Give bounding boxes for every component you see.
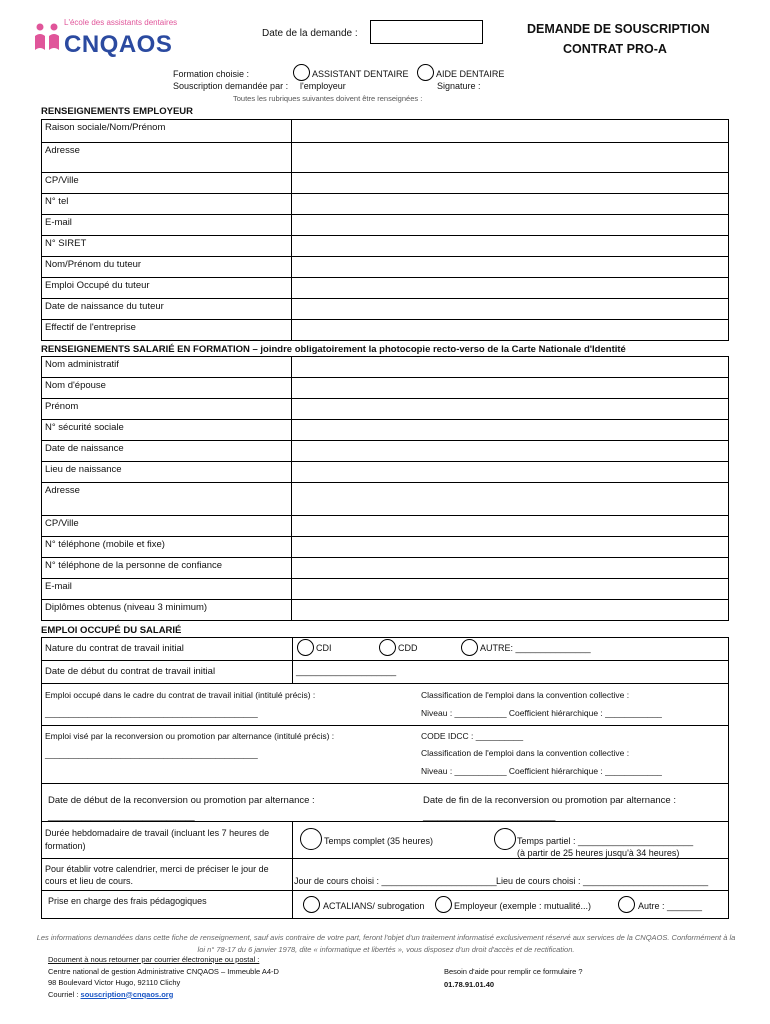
employeur-field[interactable] [292, 143, 729, 173]
autre-contrat-label: AUTRE: _______________ [480, 643, 591, 653]
salarie-row-label: N° téléphone (mobile et fixe) [42, 537, 292, 558]
salarie-row-label: N° sécurité sociale [42, 420, 292, 441]
section-salarie-title: RENSEIGNEMENTS SALARIÉ EN FORMATION – joindre obligatoirement la photocopie recto-verso de la Carte Nationale d'Identité [41, 344, 626, 355]
salarie-table [41, 356, 729, 621]
employeur-row-label: Adresse [42, 143, 292, 173]
actalians-radio[interactable] [303, 896, 320, 913]
employeur-row-label: Effectif de l'entreprise [42, 320, 292, 341]
cdd-radio[interactable] [379, 639, 396, 656]
employeur-row-label: Nom/Prénom du tuteur [42, 257, 292, 278]
temps-complet-radio[interactable] [300, 828, 322, 850]
emploi-vise-field[interactable]: _____________________________________________ [45, 749, 258, 759]
courriel-label: Courriel : [48, 989, 79, 999]
date-debut-contrat-field[interactable]: ____________________ [296, 666, 397, 676]
employeur-row-label: E-mail [42, 215, 292, 236]
salarie-field[interactable] [292, 462, 729, 483]
date-debut-reconversion-label: Date de début de la reconversion ou promotion par alternance : [48, 795, 315, 806]
employeur-row-label: Date de naissance du tuteur [42, 299, 292, 320]
salarie-field[interactable] [292, 399, 729, 420]
emploi-vise-label: Emploi visé par la reconversion ou promotion par alternance (intitulé précis) : [45, 731, 335, 741]
formation-label: Formation choisie : [173, 69, 250, 79]
salarie-row-label: Lieu de naissance [42, 462, 292, 483]
employeur-row-label: Raison sociale/Nom/Prénom [42, 120, 292, 143]
date-demande-label: Date de la demande : [262, 28, 358, 39]
calendrier-label: Pour établir votre calendrier, merci de préciser le jour de cours et lieu de cours. [45, 864, 269, 886]
logo-figures-icon [32, 22, 64, 58]
cdi-label: CDI [316, 643, 332, 653]
emploi-occupe-field[interactable]: _____________________________________________ [45, 708, 258, 718]
employeur-row-label: N° SIRET [42, 236, 292, 257]
employeur-field[interactable] [292, 278, 729, 299]
jour-cours-field[interactable]: Jour de cours choisi : _______________________ [294, 876, 497, 886]
classification-1-label: Classification de l'emploi dans la convention collective : [421, 690, 630, 700]
date-fin-reconversion-field[interactable]: ____________________________ [423, 811, 556, 821]
salarie-row-label: Nom administratif [42, 357, 292, 378]
niveau-coefficient-2[interactable]: Niveau : ___________ Coefficient hiérarchique : ____________ [421, 766, 662, 776]
employeur-prise-charge-label: Employeur (exemple : mutualité...) [454, 901, 592, 911]
niveau-coefficient-1[interactable]: Niveau : ___________ Coefficient hiérarchique : ____________ [421, 708, 662, 718]
salarie-row-label: Diplômes obtenus (niveau 3 minimum) [42, 600, 292, 621]
prise-charge-label: Prise en charge des frais pédagogiques [48, 896, 207, 906]
return-note: Document à nous retourner par courrier électronique ou postal : [48, 955, 260, 964]
salarie-field[interactable] [292, 537, 729, 558]
address-line-1: Centre national de gestion Administrative CNQAOS – Immeuble A4-D [48, 966, 279, 976]
page-subtitle: CONTRAT PRO-A [563, 42, 667, 56]
salarie-field[interactable] [292, 378, 729, 399]
address-line-2: 98 Boulevard Victor Hugo, 92110 Clichy [48, 978, 181, 987]
help-block [444, 965, 583, 991]
temps-complet-label: Temps complet (35 heures) [324, 836, 434, 846]
assistant-dentaire-radio[interactable] [293, 64, 310, 81]
salarie-row-label: Nom d'épouse [42, 378, 292, 399]
employeur-row-label: N° tel [42, 194, 292, 215]
signature-label: Signature : [437, 81, 481, 91]
page-title: DEMANDE DE SOUSCRIPTION [527, 22, 710, 36]
salarie-field[interactable] [292, 516, 729, 537]
email-link[interactable]: souscription@cnqaos.org [80, 989, 174, 999]
date-demande-field[interactable] [370, 20, 483, 44]
lieu-cours-field[interactable]: Lieu de cours choisi : _________________________ [496, 876, 709, 886]
section-employeur-title: RENSEIGNEMENTS EMPLOYEUR [41, 106, 194, 117]
courriel-line [48, 989, 279, 1001]
souscription-label: Souscription demandée par : [173, 81, 289, 91]
emploi-occupe-label: Emploi occupé dans le cadre du contrat de travail initial (intitulé précis) : [45, 690, 316, 700]
employeur-prise-charge-radio[interactable] [435, 896, 452, 913]
employeur-field[interactable] [292, 257, 729, 278]
employeur-row-label: Emploi Occupé du tuteur [42, 278, 292, 299]
legal-notice: Les informations demandées dans cette fiche de renseignement, sauf avis contraire de votre part, feront l'objet d'un traitement informatisé exclusivement réservé aux services de la CNQAOS. Conformément à la loi n° 78-17 du 6 janvier 1978, dite « informatique et libertés », vous disposez d'un droit d'accès et de rectification. [36, 933, 736, 954]
salarie-field[interactable] [292, 483, 729, 516]
date-debut-contrat-label: Date de début du contrat de travail initial [45, 666, 216, 677]
salarie-row-label: Adresse [42, 483, 292, 516]
salarie-row-label: E-mail [42, 579, 292, 600]
cdd-label: CDD [398, 643, 418, 653]
help-text: Besoin d'aide pour remplir ce formulaire ? [444, 967, 583, 976]
autre-contrat-radio[interactable] [461, 639, 478, 656]
salarie-row-label: N° téléphone de la personne de confiance [42, 558, 292, 579]
salarie-row-label: Date de naissance [42, 441, 292, 462]
salarie-field[interactable] [292, 441, 729, 462]
salarie-field[interactable] [292, 600, 729, 621]
salarie-field[interactable] [292, 420, 729, 441]
employeur-text: l'employeur [300, 81, 346, 91]
employeur-table [41, 119, 729, 341]
section-emploi-title: EMPLOI OCCUPÉ DU SALARIÉ [41, 625, 182, 636]
nature-contrat-label: Nature du contrat de travail initial [45, 643, 184, 654]
date-fin-reconversion-label: Date de fin de la reconversion ou promotion par alternance : [423, 795, 676, 806]
rubriques-note: Toutes les rubriques suivantes doivent être renseignées : [233, 94, 423, 103]
date-debut-reconversion-field[interactable]: _______________________________ [48, 811, 195, 821]
actalians-label: ACTALIANS/ subrogation [323, 901, 425, 911]
code-idcc[interactable]: CODE IDCC : __________ [421, 731, 524, 741]
cnqaos-logo [30, 18, 190, 66]
aide-dentaire-radio[interactable] [417, 64, 434, 81]
salarie-field[interactable] [292, 579, 729, 600]
salarie-row-label: Prénom [42, 399, 292, 420]
temps-partiel-radio[interactable] [494, 828, 516, 850]
employeur-field[interactable] [292, 194, 729, 215]
temps-partiel-label[interactable]: Temps partiel : _______________________ [517, 836, 694, 846]
autre-prise-charge-radio[interactable] [618, 896, 635, 913]
salarie-field[interactable] [292, 357, 729, 378]
employeur-field[interactable] [292, 299, 729, 320]
employeur-field[interactable] [292, 120, 729, 143]
cdi-radio[interactable] [297, 639, 314, 656]
employeur-field[interactable] [292, 236, 729, 257]
aide-dentaire-label: AIDE DENTAIRE [436, 69, 505, 79]
assistant-dentaire-label: ASSISTANT DENTAIRE [312, 69, 409, 79]
temps-partiel-note: (à partir de 25 heures jusqu'à 34 heures) [517, 848, 680, 858]
employeur-row-label: CP/Ville [42, 173, 292, 194]
help-phone: 01.78.91.01.40 [444, 980, 495, 989]
salarie-field[interactable] [292, 558, 729, 579]
return-address-block [48, 954, 279, 1000]
salarie-row-label: CP/Ville [42, 516, 292, 537]
employeur-field[interactable] [292, 320, 729, 341]
logo-wordmark: CNQAOS [64, 31, 173, 58]
duree-hebdo-label: Durée hebdomadaire de travail (incluant les 7 heures de formation) [45, 828, 270, 851]
autre-prise-charge-label[interactable]: Autre : _______ [638, 901, 703, 911]
logo-tagline: L'école des assistants dentaires [64, 18, 178, 27]
employeur-field[interactable] [292, 173, 729, 194]
employeur-field[interactable] [292, 215, 729, 236]
classification-2-label: Classification de l'emploi dans la convention collective : [421, 748, 630, 758]
